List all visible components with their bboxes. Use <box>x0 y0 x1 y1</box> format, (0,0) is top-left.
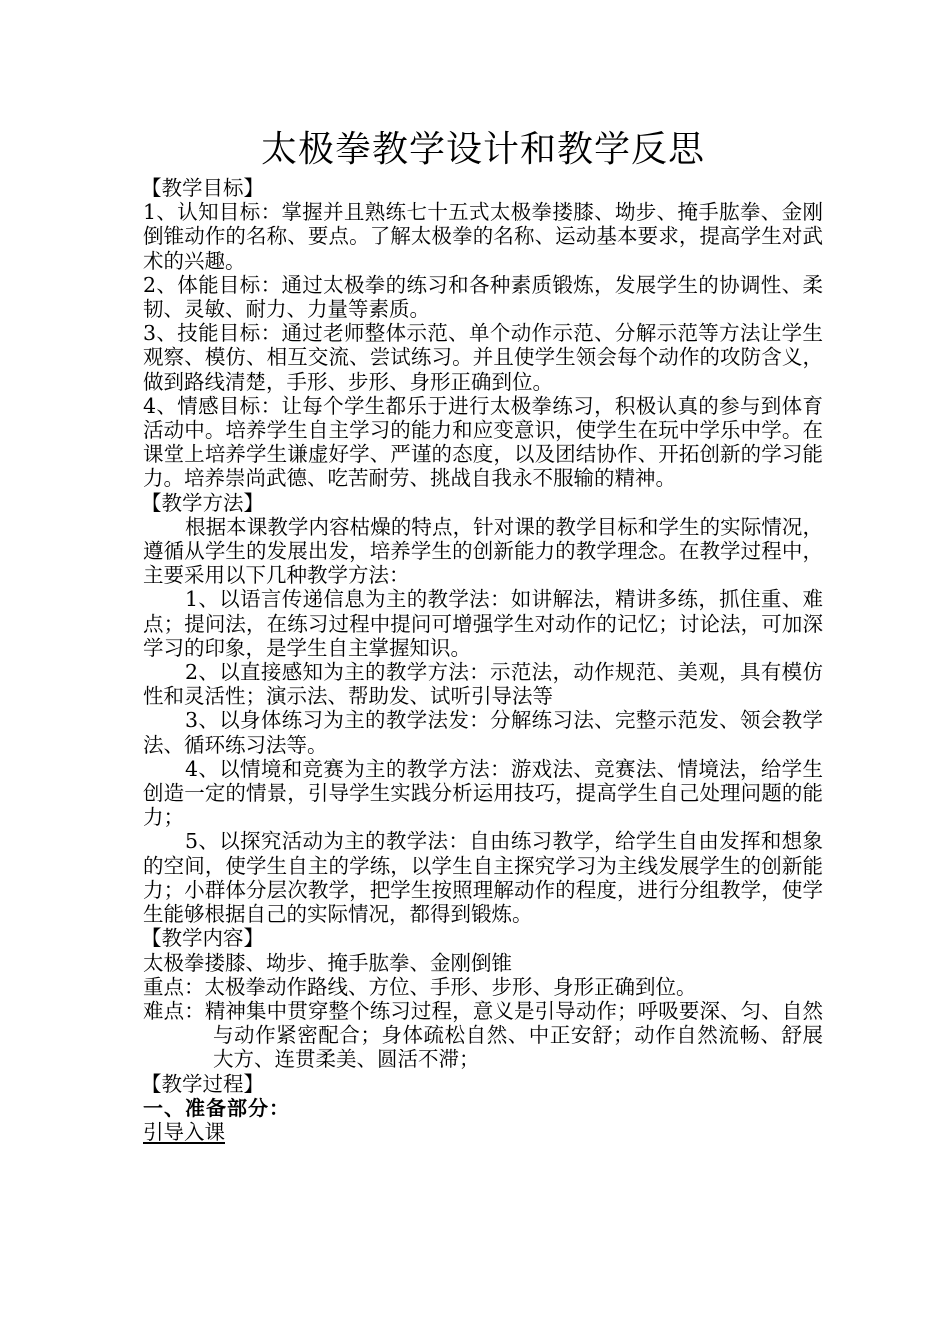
content-heading: 【教学内容】 <box>141 926 264 951</box>
process-part-1-heading: 一、准备部分： <box>143 1095 290 1120</box>
method-item-1: 1、以语言传递信息为主的教学法：如讲解法，精讲多练，抓住重、难点；提问法，在练习过程中提问可增强学生对动作的记忆；讨论法，可加深学习的印象，是学生自主掌握知识。 <box>143 587 823 660</box>
method-item-5: 5、以探究活动为主的教学法：自由练习教学，给学生自由发挥和想象的空间，使学生自主的学练，以学生自主探究学习为主线发展学生的创新能力；小群体分层次教学，把学生按照理解动作的程度，进行分组教学，使学生能够根据自己的实际情况，都得到锻炼。 <box>143 829 823 927</box>
objectives-heading: 【教学目标】 <box>141 176 264 200</box>
content-topic: 太极拳搂膝、坳步、掩手肱拳、金刚倒锥 <box>143 950 512 975</box>
objective-item-1: 1、认知目标：掌握并且熟练七十五式太极拳搂膝、坳步、掩手肱拳、金刚倒锥动作的名称、要点。了解太极拳的名称、运动基本要求，提高学生对武术的兴趣。 <box>143 200 823 273</box>
methods-heading: 【教学方法】 <box>141 490 264 515</box>
process-subheading-intro: 引导入课 <box>143 1119 225 1144</box>
method-item-4: 4、以情境和竞赛为主的教学方法：游戏法、竞赛法、情境法，给学生创造一定的情景，引导学生实践分析运用技巧，提高学生自己处理问题的能力； <box>143 756 823 830</box>
methods-intro: 根据本课教学内容枯燥的特点，针对课的教学目标和学生的实际情况，遵循从学生的发展出发，培养学生的创新能力的教学理念。在教学过程中，主要采用以下几种教学方法： <box>143 514 823 588</box>
objective-item-3: 3、技能目标：通过老师整体示范、单个动作示范、分解示范等方法让学生观察、模仿、相互交流、尝试练习。并且使学生领会每个动作的攻防含义，做到路线清楚，手形、步形、身形正确到位。 <box>143 321 823 394</box>
content-key-points: 重点：太极拳动作路线、方位、手形、步形、身形正确到位。 <box>143 974 697 999</box>
objective-item-2: 2、体能目标：通过太极拳的练习和各种素质锻炼，发展学生的协调性、柔韧、灵敏、耐力、力量等素质。 <box>143 272 823 322</box>
document-title: 太极拳教学设计和教学反思 <box>260 129 705 170</box>
method-item-2: 2、以直接感知为主的教学方法：示范法，动作规范、美观，具有模仿性和灵活性；演示法、帮助发、试听引导法等 <box>143 660 823 709</box>
objective-item-4: 4、情感目标：让每个学生都乐于进行太极拳练习，积极认真的参与到体育活动中。培养学生自主学习的能力和应变意识，使学生在玩中学乐中学。在课堂上培养学生谦虚好学、严谨的态度，以及团结协作、开拓创新的学习能力。培养崇尚武德、吃苦耐劳、挑战自我永不服输的精神。 <box>143 393 823 491</box>
method-item-3: 3、以身体练习为主的教学法发：分解练习法、完整示范发、领会教学法、循环练习法等。 <box>143 708 823 757</box>
process-heading: 【教学过程】 <box>141 1071 264 1096</box>
document-page <box>143 128 823 1144</box>
content-difficulties: 难点：精神集中贯穿整个练习过程，意义是引导动作；呼吸要深、匀、自然与动作紧密配合；身体疏松自然、中正安舒；动作自然流畅、舒展大方、连贯柔美、圆活不滞； <box>143 998 823 1072</box>
